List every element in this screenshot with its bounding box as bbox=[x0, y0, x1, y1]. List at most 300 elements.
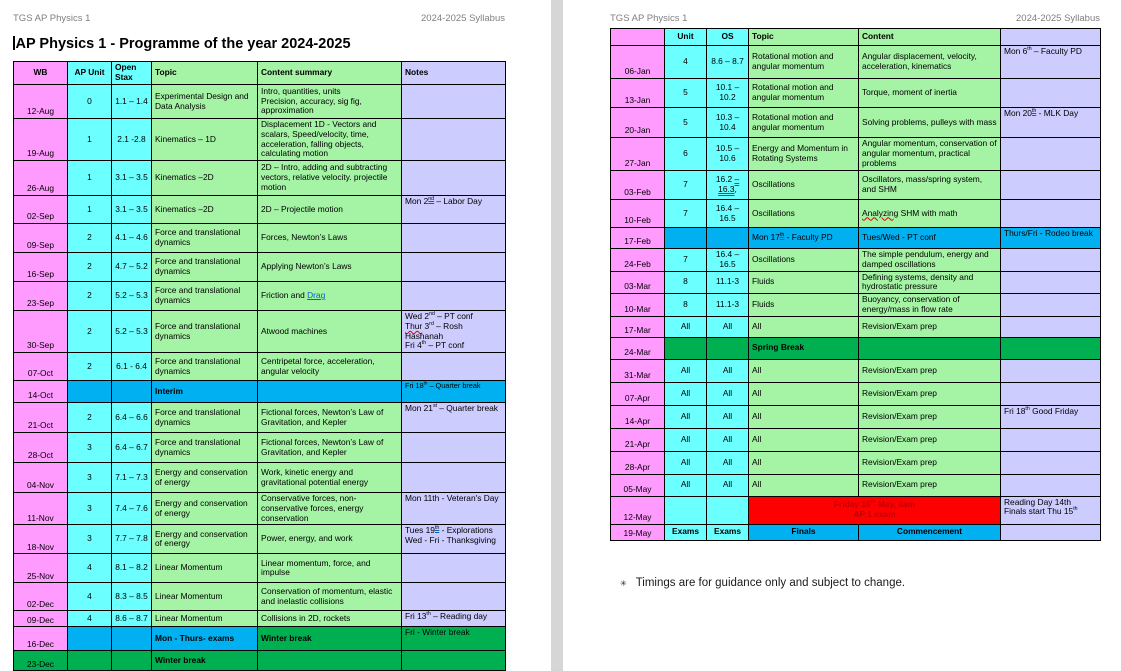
cell-content: Revision/Exam prep bbox=[859, 451, 1001, 474]
table-row bbox=[611, 359, 1101, 382]
table-row bbox=[14, 161, 506, 196]
cell-topic: All bbox=[749, 316, 859, 337]
cell-topic: Linear Momentum bbox=[152, 611, 258, 627]
cell-os: 7.7 – 7.8 bbox=[112, 525, 152, 554]
cell-topic: Oscillations bbox=[749, 171, 859, 200]
cell-content: Intro, quantities, units Precision, accuracy, sig fig, approximation bbox=[258, 85, 402, 119]
table-row bbox=[14, 554, 506, 583]
cell-os: 6.4 – 6.6 bbox=[112, 403, 152, 433]
cell-notes bbox=[1001, 474, 1101, 496]
cell-topic: Oscillations bbox=[749, 200, 859, 228]
cell-wb: 23-Dec bbox=[14, 651, 68, 671]
cell-notes: Wed 2nd – PT conf Thur 3rd – Rosh Hashanah Fri 4th – PT conf bbox=[402, 311, 506, 353]
cell-topic: All bbox=[749, 382, 859, 405]
cell-wb: 31-Mar bbox=[611, 359, 665, 382]
table-row bbox=[14, 253, 506, 282]
cell-topic: Energy and conservation of energy bbox=[152, 493, 258, 525]
cell-wb: 11-Nov bbox=[14, 493, 68, 525]
cell-unit: 7 bbox=[665, 171, 707, 200]
table-row bbox=[611, 46, 1101, 79]
table-row bbox=[611, 108, 1101, 138]
cell-unit: 1 bbox=[68, 196, 112, 224]
cell-wb: 23-Sep bbox=[14, 282, 68, 311]
table-row bbox=[611, 294, 1101, 317]
table-row bbox=[14, 651, 506, 671]
cell-wb: 10-Feb bbox=[611, 200, 665, 228]
table-row bbox=[14, 381, 506, 403]
cell-unit bbox=[68, 627, 112, 651]
cell-os: 10.1 – 10.2 bbox=[707, 79, 749, 108]
cell-notes: Mon 6th – Faculty PD bbox=[1001, 46, 1101, 79]
cell-wb: 28-Apr bbox=[611, 451, 665, 474]
cell-topic: Friday 16th May, 8am AP 1 exam bbox=[749, 496, 1001, 524]
cell-unit: 3 bbox=[68, 463, 112, 493]
cell-notes bbox=[1001, 200, 1101, 228]
cell-notes: Mon 11th - Veteran's Day bbox=[402, 493, 506, 525]
page-right bbox=[563, 0, 1121, 671]
table-row bbox=[611, 337, 1101, 359]
table-row bbox=[14, 119, 506, 161]
cell-unit: 3 bbox=[68, 433, 112, 463]
cell-content: Angular displacement, velocity, acceleration, kinematics bbox=[859, 46, 1001, 79]
cell-wb: 12-May bbox=[611, 496, 665, 524]
cell-notes bbox=[1001, 79, 1101, 108]
cell-unit: Exams bbox=[665, 524, 707, 540]
cell-topic: Force and translational dynamics bbox=[152, 224, 258, 253]
cell-wb: 26-Aug bbox=[14, 161, 68, 196]
cell-notes bbox=[1001, 171, 1101, 200]
cell-os: 5.2 – 5.3 bbox=[112, 311, 152, 353]
table-header-row bbox=[611, 29, 1101, 46]
cell-wb: 13-Jan bbox=[611, 79, 665, 108]
cell-notes bbox=[402, 651, 506, 671]
cell-topic: Kinematics – 1D bbox=[152, 119, 258, 161]
cell-os: All bbox=[707, 451, 749, 474]
cell-wb: 04-Nov bbox=[14, 463, 68, 493]
table-row bbox=[14, 311, 506, 353]
table-row bbox=[611, 474, 1101, 496]
cell-notes bbox=[402, 253, 506, 282]
cell-notes bbox=[402, 224, 506, 253]
cell-unit bbox=[665, 228, 707, 249]
doc-header-right: 2024-2025 Syllabus bbox=[421, 13, 505, 24]
cell-wb: 09-Sep bbox=[14, 224, 68, 253]
cell-unit: All bbox=[665, 428, 707, 451]
cell-os: 6.1 - 6.4 bbox=[112, 353, 152, 381]
cell-unit: All bbox=[665, 359, 707, 382]
cell-unit bbox=[68, 381, 112, 403]
cell-unit: 4 bbox=[68, 611, 112, 627]
drag-link[interactable]: Drag bbox=[307, 290, 326, 301]
cell-content: Linear momentum, force, and impulse bbox=[258, 554, 402, 583]
cell-topic: All bbox=[749, 451, 859, 474]
cell-os: 7.4 – 7.6 bbox=[112, 493, 152, 525]
cell-unit: 2 bbox=[68, 282, 112, 311]
cell-wb: 18-Nov bbox=[14, 525, 68, 554]
cell-unit: 4 bbox=[665, 46, 707, 79]
cell-wb: 06-Jan bbox=[611, 46, 665, 79]
column-header-notes: Notes bbox=[402, 62, 506, 85]
cell-notes bbox=[1001, 524, 1101, 540]
cell-unit: 0 bbox=[68, 85, 112, 119]
cell-content: Oscillators, mass/spring system, and SHM bbox=[859, 171, 1001, 200]
table-row bbox=[611, 382, 1101, 405]
cell-wb: 17-Feb bbox=[611, 228, 665, 249]
table-row bbox=[611, 496, 1101, 524]
table-row bbox=[14, 403, 506, 433]
doc-header-left: TGS AP Physics 1 bbox=[610, 13, 688, 24]
cell-notes: Fri 13th – Reading day bbox=[402, 611, 506, 627]
cell-unit: 2 bbox=[68, 353, 112, 381]
cell-notes: Fri 18th Good Friday bbox=[1001, 405, 1101, 428]
cell-os: 6.4 – 6.7 bbox=[112, 433, 152, 463]
cell-content: 2D – Projectile motion bbox=[258, 196, 402, 224]
cell-topic: Force and translational dynamics bbox=[152, 282, 258, 311]
cell-os: All bbox=[707, 382, 749, 405]
cell-topic: Force and translational dynamics bbox=[152, 403, 258, 433]
table-row bbox=[611, 228, 1101, 249]
cell-topic: Oscillations bbox=[749, 249, 859, 272]
page-left bbox=[0, 0, 551, 671]
cell-content: Tues/Wed - PT conf bbox=[859, 228, 1001, 249]
cell-wb: 28-Oct bbox=[14, 433, 68, 463]
cell-os: 10.3 – 10.4 bbox=[707, 108, 749, 138]
table-row bbox=[14, 583, 506, 611]
cell-wb: 10-Mar bbox=[611, 294, 665, 317]
cell-os: 8.6 – 8.7 bbox=[707, 46, 749, 79]
cell-unit: All bbox=[665, 316, 707, 337]
cell-topic: Force and translational dynamics bbox=[152, 253, 258, 282]
cell-os bbox=[112, 627, 152, 651]
cell-content: Fictional forces, Newton’s Law of Gravitation, and Kepler bbox=[258, 403, 402, 433]
table-row bbox=[611, 138, 1101, 171]
cell-os: All bbox=[707, 359, 749, 382]
table-row bbox=[14, 493, 506, 525]
cell-notes bbox=[1001, 138, 1101, 171]
cell-content: Solving problems, pulleys with mass bbox=[859, 108, 1001, 138]
cell-topic: Winter break bbox=[152, 651, 258, 671]
cell-wb: 16-Dec bbox=[14, 627, 68, 651]
cell-os: All bbox=[707, 474, 749, 496]
cell-content: Winter break bbox=[258, 627, 402, 651]
table-row bbox=[611, 79, 1101, 108]
fall-semester-table bbox=[13, 61, 506, 671]
cell-unit: 4 bbox=[68, 583, 112, 611]
table-row bbox=[14, 611, 506, 627]
cell-content: Friction and Drag bbox=[258, 282, 402, 311]
table-row bbox=[14, 85, 506, 119]
cell-unit: All bbox=[665, 451, 707, 474]
cell-notes: Tues 19th - Explorations Wed - Fri - Thanksgiving bbox=[402, 525, 506, 554]
cell-notes: Mon 20th - MLK Day bbox=[1001, 108, 1101, 138]
cell-notes bbox=[1001, 382, 1101, 405]
cell-wb: 27-Jan bbox=[611, 138, 665, 171]
cell-content: Applying Newton’s Laws bbox=[258, 253, 402, 282]
cell-os: 7.1 – 7.3 bbox=[112, 463, 152, 493]
cell-notes bbox=[402, 433, 506, 463]
cell-notes: Fri - Winter break bbox=[402, 627, 506, 651]
page-gap bbox=[551, 0, 563, 671]
cell-os: Exams bbox=[707, 524, 749, 540]
cell-unit: 2 bbox=[68, 311, 112, 353]
cell-wb: 02-Dec bbox=[14, 583, 68, 611]
cell-notes bbox=[402, 583, 506, 611]
cell-os: 16.2 – 16.3, bbox=[707, 171, 749, 200]
spring-semester-table bbox=[610, 28, 1101, 541]
cell-content: Defining systems, density and hydrostatic pressure bbox=[859, 271, 1001, 294]
text-cursor bbox=[13, 36, 15, 50]
cell-topic: Energy and Momentum in Rotating Systems bbox=[749, 138, 859, 171]
cell-notes: Fri 18th – Quarter break bbox=[402, 381, 506, 403]
cell-topic: Experimental Design and Data Analysis bbox=[152, 85, 258, 119]
cell-content: Fictional forces, Newton’s Law of Gravitation, and Kepler bbox=[258, 433, 402, 463]
table-row bbox=[611, 316, 1101, 337]
cell-os: 1.1 – 1.4 bbox=[112, 85, 152, 119]
cell-unit: 1 bbox=[68, 161, 112, 196]
cell-topic: All bbox=[749, 405, 859, 428]
cell-os: 8.1 – 8.2 bbox=[112, 554, 152, 583]
column-header-unit: AP Unit bbox=[68, 62, 112, 85]
cell-os: 2.1 -2.8 bbox=[112, 119, 152, 161]
cell-unit: 5 bbox=[665, 79, 707, 108]
cell-wb: 21-Apr bbox=[611, 428, 665, 451]
cell-topic: All bbox=[749, 474, 859, 496]
cell-wb: 14-Oct bbox=[14, 381, 68, 403]
cell-notes: Mon 21st – Quarter break bbox=[402, 403, 506, 433]
cell-content: Torque, moment of inertia bbox=[859, 79, 1001, 108]
document-title bbox=[13, 36, 551, 52]
cell-unit: 5 bbox=[665, 108, 707, 138]
cell-topic: Force and translational dynamics bbox=[152, 433, 258, 463]
cell-wb: 20-Jan bbox=[611, 108, 665, 138]
table-row bbox=[14, 353, 506, 381]
table-row bbox=[14, 525, 506, 554]
cell-topic: Spring Break bbox=[749, 337, 859, 359]
cell-os: All bbox=[707, 428, 749, 451]
cell-os: 4.1 – 4.6 bbox=[112, 224, 152, 253]
cell-os: 8.3 – 8.5 bbox=[112, 583, 152, 611]
cell-unit: 2 bbox=[68, 253, 112, 282]
cell-content: Analyzing SHM with math bbox=[859, 200, 1001, 228]
cell-wb: 24-Feb bbox=[611, 249, 665, 272]
cell-content: Angular momentum, conservation of angular momentum, practical problems bbox=[859, 138, 1001, 171]
cell-content: Displacement 1D - Vectors and scalars, Speed/velocity, time, acceleration, falling objects, calculating motion bbox=[258, 119, 402, 161]
cell-content: Revision/Exam prep bbox=[859, 474, 1001, 496]
cell-notes bbox=[1001, 249, 1101, 272]
table-row bbox=[611, 249, 1101, 272]
cell-wb: 09-Dec bbox=[14, 611, 68, 627]
cell-unit: 8 bbox=[665, 271, 707, 294]
cell-content: Buoyancy, conservation of energy/mass in flow rate bbox=[859, 294, 1001, 317]
cell-os: All bbox=[707, 316, 749, 337]
table-row bbox=[611, 405, 1101, 428]
cell-content: Collisions in 2D, rockets bbox=[258, 611, 402, 627]
cell-wb: 21-Oct bbox=[14, 403, 68, 433]
cell-notes bbox=[1001, 294, 1101, 317]
cell-unit: 7 bbox=[665, 200, 707, 228]
cell-notes bbox=[1001, 316, 1101, 337]
cell-topic: Force and translational dynamics bbox=[152, 311, 258, 353]
cell-wb: 05-May bbox=[611, 474, 665, 496]
column-header-os: Open Stax bbox=[112, 62, 152, 85]
column-header-unit: Unit bbox=[665, 29, 707, 46]
cell-notes bbox=[402, 463, 506, 493]
cell-wb: 16-Sep bbox=[14, 253, 68, 282]
cell-wb: 14-Apr bbox=[611, 405, 665, 428]
cell-notes bbox=[402, 119, 506, 161]
cell-notes bbox=[1001, 337, 1101, 359]
cell-content: Centripetal force, acceleration, angular velocity bbox=[258, 353, 402, 381]
cell-unit: 7 bbox=[665, 249, 707, 272]
cell-os bbox=[112, 651, 152, 671]
cell-content: Revision/Exam prep bbox=[859, 316, 1001, 337]
cell-notes bbox=[402, 161, 506, 196]
cell-content: Forces, Newton’s Laws bbox=[258, 224, 402, 253]
cell-wb: 12-Aug bbox=[14, 85, 68, 119]
doc-header-right: 2024-2025 Syllabus bbox=[1016, 13, 1100, 24]
cell-wb: 25-Nov bbox=[14, 554, 68, 583]
cell-content bbox=[258, 381, 402, 403]
cell-unit: All bbox=[665, 474, 707, 496]
table-row bbox=[611, 428, 1101, 451]
cell-notes bbox=[402, 353, 506, 381]
cell-unit bbox=[665, 496, 707, 524]
cell-content: Conservative forces, non-conservative forces, energy conservation bbox=[258, 493, 402, 525]
table-row bbox=[14, 196, 506, 224]
cell-notes bbox=[1001, 271, 1101, 294]
table-row bbox=[14, 433, 506, 463]
cell-os: 3.1 – 3.5 bbox=[112, 161, 152, 196]
cell-content: Work, kinetic energy and gravitational potential energy bbox=[258, 463, 402, 493]
cell-unit: 3 bbox=[68, 525, 112, 554]
cell-unit: 4 bbox=[68, 554, 112, 583]
column-header-content: Content summary bbox=[258, 62, 402, 85]
cell-os: 4.7 – 5.2 bbox=[112, 253, 152, 282]
cell-os bbox=[707, 228, 749, 249]
cell-os bbox=[112, 381, 152, 403]
cell-notes bbox=[1001, 428, 1101, 451]
cell-wb: 03-Mar bbox=[611, 271, 665, 294]
cell-unit: 3 bbox=[68, 493, 112, 525]
cell-notes: Thurs/Fri - Rodeo break bbox=[1001, 228, 1101, 249]
cell-topic: Finals bbox=[749, 524, 859, 540]
column-header-topic: Topic bbox=[749, 29, 859, 46]
page-header bbox=[610, 13, 1100, 24]
cell-wb: 19-May bbox=[611, 524, 665, 540]
cell-os: All bbox=[707, 405, 749, 428]
cell-notes: Mon 2nd – Labor Day bbox=[402, 196, 506, 224]
cell-unit bbox=[68, 651, 112, 671]
cell-os: 16.4 – 16.5 bbox=[707, 249, 749, 272]
cell-content bbox=[258, 651, 402, 671]
table-row bbox=[14, 463, 506, 493]
cell-notes bbox=[1001, 359, 1101, 382]
cell-content: Revision/Exam prep bbox=[859, 405, 1001, 428]
cell-unit: 6 bbox=[665, 138, 707, 171]
page-header bbox=[13, 13, 505, 24]
cell-wb: 03-Feb bbox=[611, 171, 665, 200]
cell-wb: 30-Sep bbox=[14, 311, 68, 353]
table-row bbox=[611, 524, 1101, 540]
table-row bbox=[611, 200, 1101, 228]
table-row bbox=[611, 171, 1101, 200]
cell-content: Atwood machines bbox=[258, 311, 402, 353]
cell-os: 3.1 – 3.5 bbox=[112, 196, 152, 224]
cell-unit: 2 bbox=[68, 403, 112, 433]
column-header-notes bbox=[1001, 29, 1101, 46]
cell-unit: 1 bbox=[68, 119, 112, 161]
table-row bbox=[611, 451, 1101, 474]
cell-topic: Rotational motion and angular momentum bbox=[749, 108, 859, 138]
cell-wb: 02-Sep bbox=[14, 196, 68, 224]
column-header-topic: Topic bbox=[152, 62, 258, 85]
cell-content: Revision/Exam prep bbox=[859, 382, 1001, 405]
cell-topic: Linear Momentum bbox=[152, 554, 258, 583]
cell-topic: Force and translational dynamics bbox=[152, 353, 258, 381]
cell-topic: Linear Momentum bbox=[152, 583, 258, 611]
document-title-text: AP Physics 1 - Programme of the year 2024-2025 bbox=[15, 36, 351, 52]
cell-notes bbox=[402, 554, 506, 583]
cell-unit: All bbox=[665, 405, 707, 428]
cell-wb: 17-Mar bbox=[611, 316, 665, 337]
cell-wb: 07-Oct bbox=[14, 353, 68, 381]
cell-content: Revision/Exam prep bbox=[859, 359, 1001, 382]
cell-os: 11.1-3 bbox=[707, 271, 749, 294]
cell-unit: 2 bbox=[68, 224, 112, 253]
cell-os bbox=[707, 337, 749, 359]
cell-os: 8.6 – 8.7 bbox=[112, 611, 152, 627]
cell-os: 10.5 – 10.6 bbox=[707, 138, 749, 171]
cell-notes: Reading Day 14th Finals start Thu 15th bbox=[1001, 496, 1101, 524]
cell-unit: All bbox=[665, 382, 707, 405]
cell-unit: 8 bbox=[665, 294, 707, 317]
cell-topic: Mon - Thurs- exams bbox=[152, 627, 258, 651]
table-row bbox=[14, 224, 506, 253]
cell-content bbox=[859, 337, 1001, 359]
column-header-os: OS bbox=[707, 29, 749, 46]
cell-content: Conservation of momentum, elastic and inelastic collisions bbox=[258, 583, 402, 611]
cell-topic: Fluids bbox=[749, 294, 859, 317]
cell-content: The simple pendulum, energy and damped oscillations bbox=[859, 249, 1001, 272]
cell-topic: Kinematics –2D bbox=[152, 196, 258, 224]
cell-topic: Kinematics –2D bbox=[152, 161, 258, 196]
cell-topic: Energy and conservation of energy bbox=[152, 463, 258, 493]
cell-topic: All bbox=[749, 428, 859, 451]
doc-header-left: TGS AP Physics 1 bbox=[13, 13, 91, 24]
cell-notes bbox=[1001, 451, 1101, 474]
cell-os: 11.1-3 bbox=[707, 294, 749, 317]
cell-topic: Rotational motion and angular momentum bbox=[749, 46, 859, 79]
cell-content: Commencement bbox=[859, 524, 1001, 540]
cell-notes bbox=[402, 282, 506, 311]
cell-topic: All bbox=[749, 359, 859, 382]
cell-wb: 24-Mar bbox=[611, 337, 665, 359]
table-row bbox=[14, 282, 506, 311]
cell-content: Revision/Exam prep bbox=[859, 428, 1001, 451]
footnote bbox=[610, 577, 1121, 589]
cell-content: 2D – Intro, adding and subtracting vectors, relative velocity. projectile motion bbox=[258, 161, 402, 196]
cell-wb: 19-Aug bbox=[14, 119, 68, 161]
cell-topic: Rotational motion and angular momentum bbox=[749, 79, 859, 108]
cell-wb: 07-Apr bbox=[611, 382, 665, 405]
cell-notes bbox=[402, 85, 506, 119]
cell-topic: Mon 17th - Faculty PD bbox=[749, 228, 859, 249]
cell-topic: Interim bbox=[152, 381, 258, 403]
table-row bbox=[14, 627, 506, 651]
cell-unit bbox=[665, 337, 707, 359]
cell-os: 5.2 – 5.3 bbox=[112, 282, 152, 311]
column-header-wb: WB bbox=[14, 62, 68, 85]
